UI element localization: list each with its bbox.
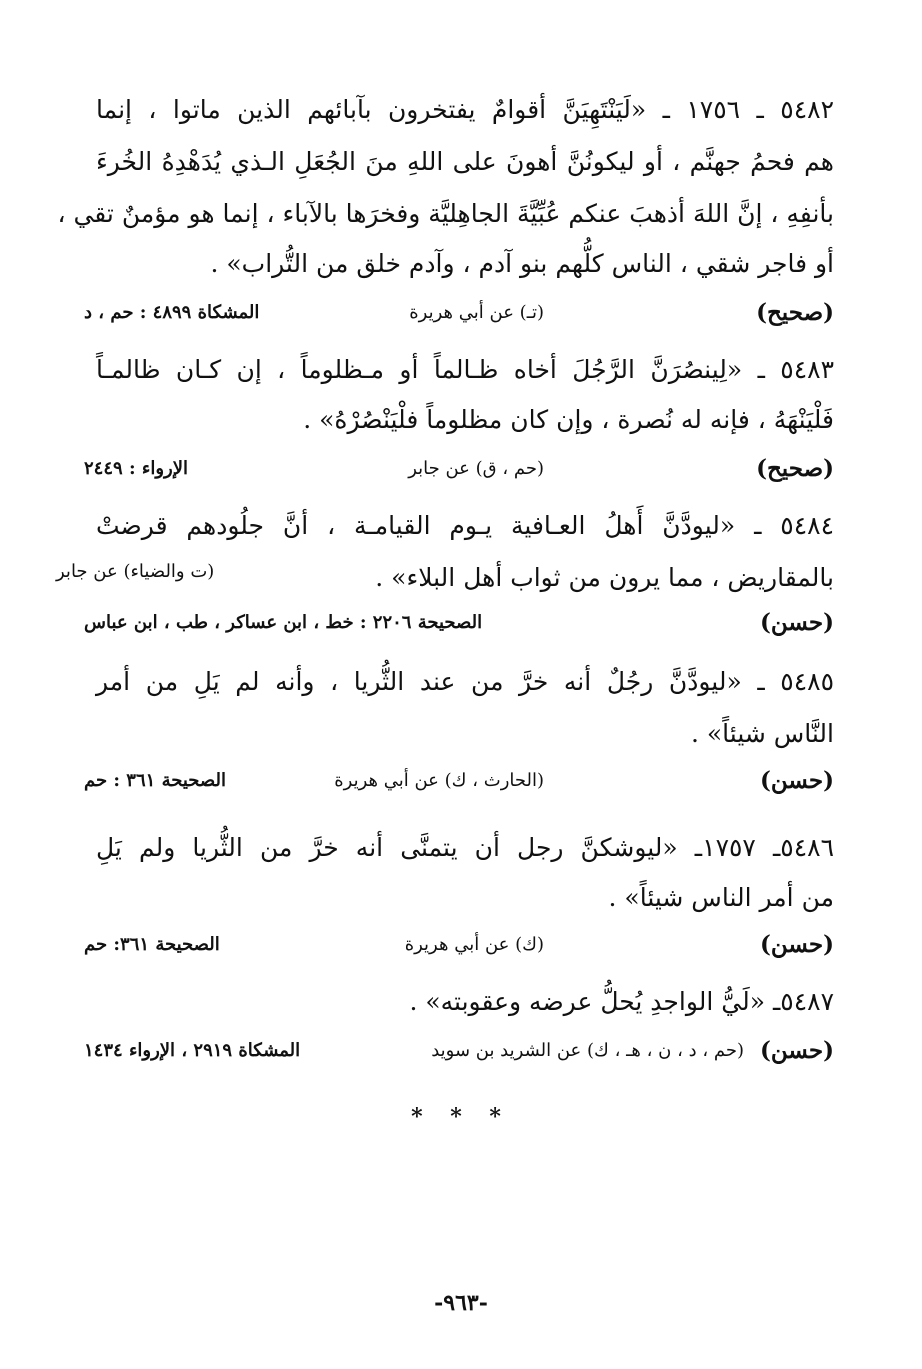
hadith-5482-line-1: ٥٤٨٢ ـ ١٧٥٦ ـ «لَيَنْتَهِيَنَّ أقوامٌ يفتخرون بآبائهم الذين ماتوا ، إنما bbox=[96, 95, 834, 124]
section-separator: * * * bbox=[411, 1104, 511, 1130]
hadith-5486-source-row bbox=[84, 928, 834, 962]
hadith-5485-source-row bbox=[84, 764, 834, 798]
hadith-5484-line-1: ٥٤٨٤ ـ «ليودَّنَّ أَهلُ العـافية يـوم القيامـة ، أنَّ جلُودهم قرضتْ bbox=[96, 511, 834, 540]
hadith-5483-source-row bbox=[84, 452, 834, 486]
source-label: (تـ) عن أبي هريرة bbox=[409, 302, 544, 323]
hadith-5482-source-row bbox=[84, 296, 834, 330]
hadith-5487-line-1: ٥٤٨٧ـ «لَيُّ الواجدِ يُحلُّ عرضه وعقوبته» . bbox=[409, 987, 834, 1016]
page-number: -٩٦٣- bbox=[434, 1290, 488, 1316]
hadith-5487-source-row bbox=[84, 1034, 834, 1068]
reference-label: المشكاة ٤٨٩٩ : حم ، د bbox=[84, 302, 260, 323]
source-label: (الحارث ، ك) عن أبي هريرة bbox=[334, 770, 544, 791]
grade-label: (حسن) bbox=[759, 1037, 834, 1064]
hadith-5484-inline-source-row bbox=[56, 555, 214, 589]
grade-label: (حسن) bbox=[759, 609, 834, 636]
source-label: (ك) عن أبي هريرة bbox=[404, 934, 544, 955]
source-label: (حم ، د ، ن ، هـ ، ك) عن الشريد بن سويد bbox=[431, 1040, 744, 1061]
hadith-5485-line-2: النَّاس شيئاً» . bbox=[690, 719, 834, 748]
hadith-5484-source-row bbox=[84, 606, 834, 640]
hadith-5486-line-2: من أمر الناس شيئاً» . bbox=[608, 883, 834, 912]
hadith-5482-line-2: هم فحمُ جهنَّم ، أو ليكونُنَّ أهونَ على اللهِ منَ الجُعَلِ الـذي يُدَهْدِهُ الخُرءَ bbox=[96, 147, 834, 176]
hadith-5485-line-1: ٥٤٨٥ ـ «ليودَّنَّ رجُلٌ أنه خرَّ من عند الثُّريا ، وأنه لم يَلِ من أمر bbox=[96, 667, 834, 696]
grade-label: (حسن) bbox=[759, 767, 834, 794]
hadith-5486-line-1: ٥٤٨٦ـ ١٧٥٧ـ «ليوشكنَّ رجل أن يتمنَّى أنه خرَّ من الثُّريا ولم يَلِ bbox=[96, 833, 834, 862]
inline-source-label: (ت والضياء) عن جابر bbox=[56, 561, 215, 582]
source-label: (حم ، ق) عن جابر bbox=[408, 458, 544, 479]
reference-label: الإرواء : ٢٤٤٩ bbox=[84, 458, 188, 479]
reference-label: الصحيحة ٣٦١: حم bbox=[84, 934, 220, 955]
hadith-5482-line-4: أو فاجر شقي ، الناس كلُّهم بنو آدم ، وآدم خلق من التُّراب» . bbox=[210, 249, 834, 278]
hadith-5484-line-2: بالمقاريض ، مما يرون من ثواب أهل البلاء» . bbox=[375, 563, 834, 592]
reference-label: الصحيحة ٣٦١ : حم bbox=[84, 770, 226, 791]
grade-label: (حسن) bbox=[759, 931, 834, 958]
grade-label: (صحيح) bbox=[756, 299, 834, 326]
hadith-5483-line-2: فَلْيَنْهَهُ ، فإنه له نُصرة ، وإن كان مظلوماً فلْيَنْصُرْهُ» . bbox=[303, 405, 834, 434]
reference-label: المشكاة ٢٩١٩ ، الإرواء ١٤٣٤ bbox=[84, 1040, 301, 1061]
hadith-5482-line-3: بأنفِهِ ، إنَّ اللهَ أذهبَ عنكم عُبِّيَّةَ الجاهِليَّة وفخرَها بالآباء ، إنما هو مؤمنٌ تقي ، bbox=[57, 199, 834, 228]
hadith-5483-line-1: ٥٤٨٣ ـ «لِينصُرَنَّ الرَّجُلَ أخاه ظـالماً أو مـظلوماً ، إن كـان ظالمـاً bbox=[96, 355, 834, 384]
reference-label: الصحيحة ٢٢٠٦ : خط ، ابن عساكر ، طب ، ابن عباس bbox=[84, 612, 483, 633]
grade-label: (صحيح) bbox=[756, 455, 834, 482]
